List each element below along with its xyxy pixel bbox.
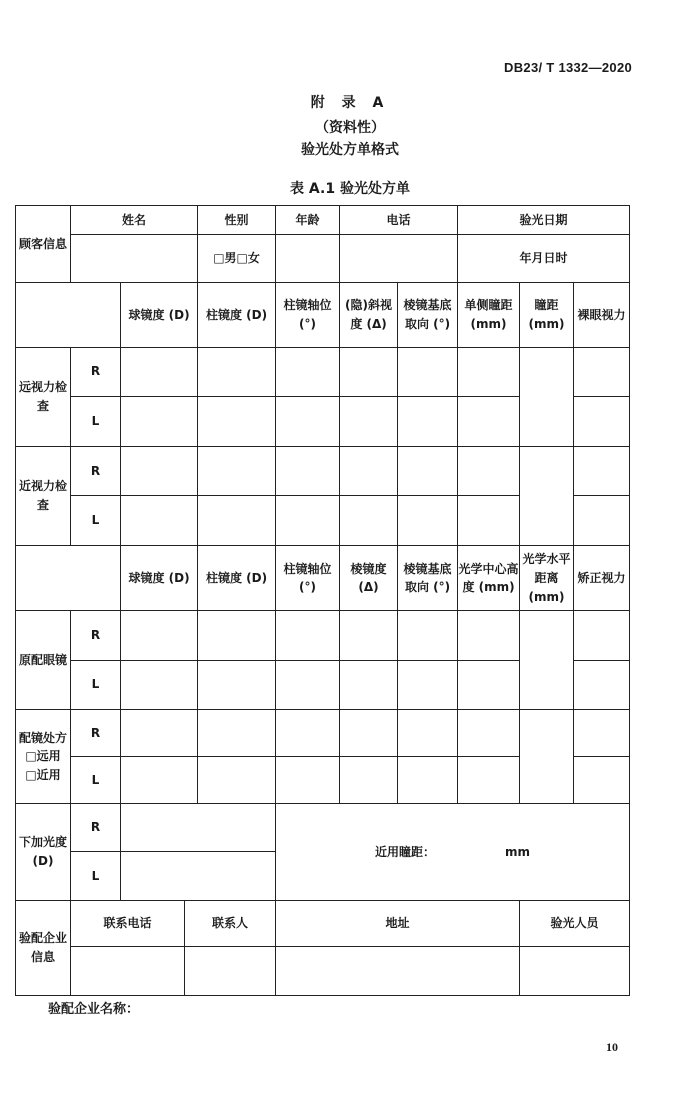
prescription-near-checkbox[interactable]: □近用 [25,767,61,782]
addition-label: 下加光度 (D) [16,804,71,900]
orig-r-axis[interactable] [276,611,340,660]
prescription-label-cell [16,709,71,803]
add-r-value[interactable] [121,804,276,852]
near-r-mono-pd[interactable] [458,446,520,495]
rx-l-center-height[interactable] [458,756,520,803]
rx-l-axis[interactable] [276,756,340,803]
orig-r-center-height[interactable] [458,611,520,660]
appendix-nature: （资料性） [315,120,385,136]
prescription-label: 配镜处方 [18,730,67,745]
prism-base-header: 棱镜基底取向 (°) [398,283,458,347]
orig-r-cylinder[interactable] [198,611,276,660]
company-name-label: 验配企业名称： [48,1002,140,1017]
rx-r-prism-base[interactable] [398,709,458,756]
far-left-label: L [71,396,121,446]
near-left-label: L [71,496,121,546]
company-info-label: 验配企业信息 [16,900,71,996]
appendix-title: 附 录 A [310,95,390,111]
customer-info-label: 顾客信息 [16,206,71,283]
rx-l-sphere[interactable] [121,756,198,803]
far-r-cylinder[interactable] [198,347,276,396]
near-l-sphere[interactable] [121,496,198,546]
far-l-phoria[interactable] [340,396,398,446]
optical-center-height-header: 光学中心高度 (mm) [458,546,520,611]
near-r-prism-base[interactable] [398,446,458,495]
company-contact-header: 联系人 [185,900,276,946]
prescription-form-table [15,205,630,996]
optical-horizontal-distance-header: 光学水平距离 (mm) [520,546,574,611]
orig-r-corrected-vision[interactable] [574,611,630,660]
orig-r-sphere[interactable] [121,611,198,660]
far-l-sphere[interactable] [121,396,198,446]
corrected-vision-header: 矫正视力 [574,546,630,611]
near-pd-label: 近用瞳距： [375,844,436,859]
name-value[interactable] [71,235,198,283]
far-r-prism-base[interactable] [398,347,458,396]
orig-r-prism[interactable] [340,611,398,660]
near-l-cylinder[interactable] [198,496,276,546]
rx-r-cylinder[interactable] [198,709,276,756]
lens-prism-header: 棱镜度 (Δ) [340,546,398,611]
near-r-naked-vision[interactable] [574,446,630,495]
near-r-sphere[interactable] [121,446,198,495]
rx-r-prism[interactable] [340,709,398,756]
prescription-far-checkbox[interactable]: □远用 [25,749,61,764]
date-value[interactable]: 年月日时 [458,235,630,283]
company-optometrist-value[interactable] [520,946,630,995]
rx-l-cylinder[interactable] [198,756,276,803]
appendix-subtitle: 验光处方单格式 [301,142,399,158]
company-address-value[interactable] [276,946,520,995]
rx-l-prism-base[interactable] [398,756,458,803]
near-pd[interactable] [520,446,574,545]
original-glasses-label: 原配眼镜 [16,611,71,709]
near-l-naked-vision[interactable] [574,496,630,546]
pd-header: 瞳距 (mm) [520,283,574,347]
near-right-label: R [71,446,121,495]
age-header: 年龄 [276,206,340,235]
company-phone-header: 联系电话 [71,900,185,946]
naked-vision-header: 裸眼视力 [574,283,630,347]
orig-l-prism-base[interactable] [398,660,458,709]
rx-left-label: L [71,756,121,803]
gender-header: 性别 [198,206,276,235]
phoria-header: (隐)斜视度 (Δ) [340,283,398,347]
far-r-sphere[interactable] [121,347,198,396]
lens-axis-header: 柱镜轴位 (°) [276,546,340,611]
date-header: 验光日期 [458,206,630,235]
rx-horizontal-distance[interactable] [520,709,574,803]
axis-header: 柱镜轴位 (°) [276,283,340,347]
sphere-header: 球镜度 (D) [121,283,198,347]
orig-l-axis[interactable] [276,660,340,709]
orig-r-prism-base[interactable] [398,611,458,660]
lens-header-blank [16,546,121,611]
near-pd-unit: mm [505,844,531,859]
far-pd[interactable] [520,347,574,446]
orig-l-prism[interactable] [340,660,398,709]
lens-sphere-header: 球镜度 (D) [121,546,198,611]
rx-l-corrected-vision[interactable] [574,756,630,803]
table-caption: 表 A.1 验光处方单 [290,181,410,197]
exam-header-blank [16,283,121,347]
company-optometrist-header: 验光人员 [520,900,630,946]
near-r-axis[interactable] [276,446,340,495]
gender-value[interactable]: □男□女 [198,235,276,283]
company-contact-value[interactable] [185,946,276,995]
rx-l-prism[interactable] [340,756,398,803]
near-l-mono-pd[interactable] [458,496,520,546]
far-l-mono-pd[interactable] [458,396,520,446]
phone-header: 电话 [340,206,458,235]
name-header: 姓名 [71,206,198,235]
standard-code: DB23/ T 1332—2020 [504,60,632,75]
near-r-cylinder[interactable] [198,446,276,495]
near-l-prism-base[interactable] [398,496,458,546]
rx-r-center-height[interactable] [458,709,520,756]
far-l-prism-base[interactable] [398,396,458,446]
near-pd-cell[interactable] [276,804,630,900]
far-l-cylinder[interactable] [198,396,276,446]
company-address-header: 地址 [276,900,520,946]
rx-right-label: R [71,709,121,756]
far-r-axis[interactable] [276,347,340,396]
orig-l-corrected-vision[interactable] [574,660,630,709]
far-right-label: R [71,347,121,396]
far-vision-label: 远视力检查 [16,347,71,446]
orig-l-cylinder[interactable] [198,660,276,709]
add-l-value[interactable] [121,852,276,900]
page-number: 10 [606,1040,618,1054]
orig-l-sphere[interactable] [121,660,198,709]
rx-r-axis[interactable] [276,709,340,756]
company-phone-value[interactable] [71,946,185,995]
phone-value[interactable] [340,235,458,283]
rx-r-corrected-vision[interactable] [574,709,630,756]
cylinder-header: 柱镜度 (D) [198,283,276,347]
age-value[interactable] [276,235,340,283]
orig-right-label: R [71,611,121,660]
far-r-mono-pd[interactable] [458,347,520,396]
orig-horizontal-distance[interactable] [520,611,574,709]
orig-left-label: L [71,660,121,709]
orig-l-center-height[interactable] [458,660,520,709]
lens-prism-base-header: 棱镜基底取向 (°) [398,546,458,611]
near-vision-label: 近视力检查 [16,446,71,545]
far-r-phoria[interactable] [340,347,398,396]
rx-r-sphere[interactable] [121,709,198,756]
far-l-naked-vision[interactable] [574,396,630,446]
near-l-axis[interactable] [276,496,340,546]
add-right-label: R [71,804,121,852]
far-r-naked-vision[interactable] [574,347,630,396]
lens-cylinder-header: 柱镜度 (D) [198,546,276,611]
near-l-phoria[interactable] [340,496,398,546]
near-r-phoria[interactable] [340,446,398,495]
add-left-label: L [71,852,121,900]
far-l-axis[interactable] [276,396,340,446]
mono-pd-header: 单侧瞳距 (mm) [458,283,520,347]
